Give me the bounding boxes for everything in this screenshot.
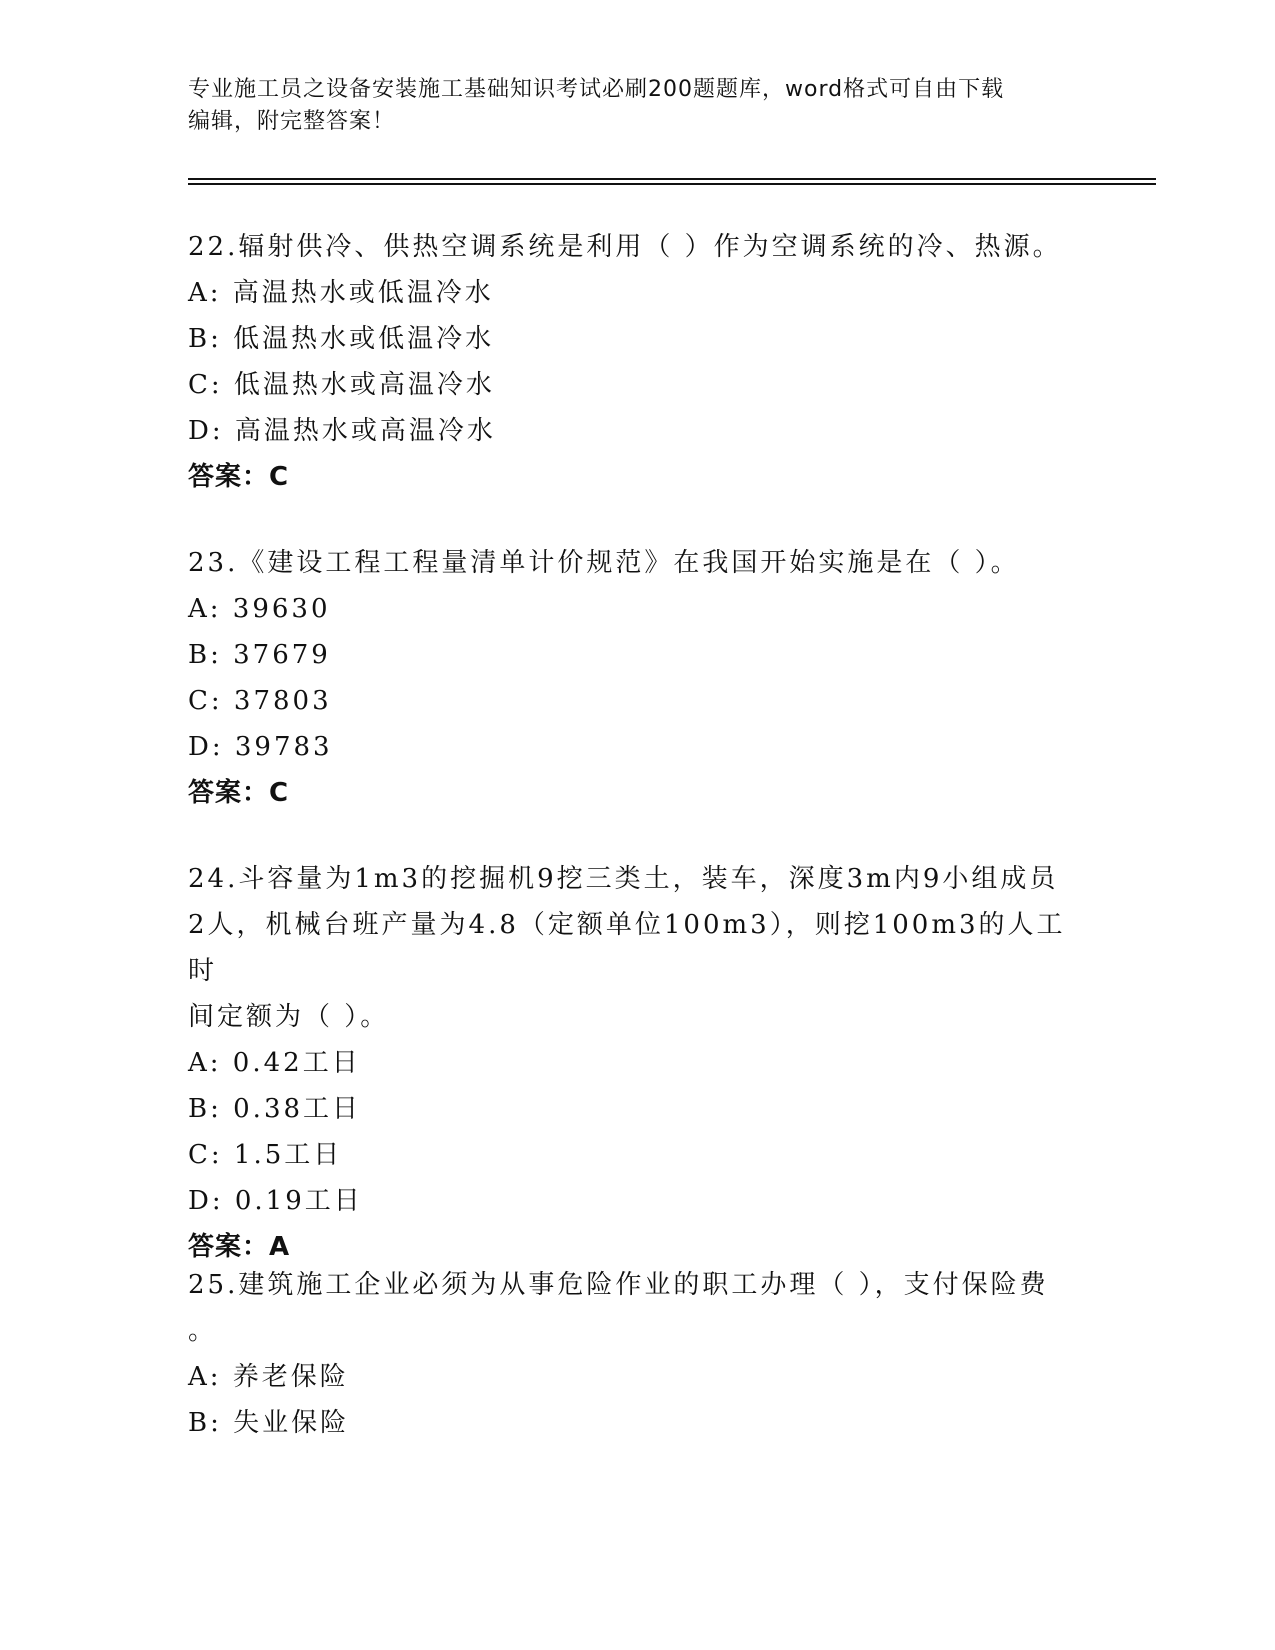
option-a: A: 0.42工日 xyxy=(188,1048,361,1078)
option-d: D: 高温热水或高温冷水 xyxy=(188,416,496,446)
document-header xyxy=(188,74,1068,138)
question-stem: 22.辐射供冷、供热空调系统是利用（ ）作为空调系统的冷、热源。 xyxy=(188,232,1062,262)
question-stem-line-2: 。 xyxy=(188,1316,218,1346)
option-a: A: 39630 xyxy=(188,594,331,624)
header-line-2: 编辑，附完整答案！ xyxy=(188,109,396,134)
question-22 xyxy=(188,224,1088,500)
question-stem-line-1: 25.建筑施工企业必须为从事危险作业的职工办理（ ），支付保险费 xyxy=(188,1270,1049,1300)
question-24 xyxy=(188,856,1088,1270)
header-divider-bottom xyxy=(188,183,1156,185)
header-divider-top xyxy=(188,178,1156,180)
option-b: B: 低温热水或低温冷水 xyxy=(188,324,495,354)
question-23 xyxy=(188,540,1088,816)
question-stem-line-3: 间定额为（ ）。 xyxy=(188,1002,390,1032)
option-c: C: 低温热水或高温冷水 xyxy=(188,370,495,400)
question-stem-line-1: 24.斗容量为1m3的挖掘机9挖三类土，装车，深度3m内9小组成员 xyxy=(188,864,1059,894)
question-25 xyxy=(188,1262,1088,1446)
option-c: C: 37803 xyxy=(188,686,332,716)
option-d: D: 39783 xyxy=(188,732,333,762)
option-c: C: 1.5工日 xyxy=(188,1140,343,1170)
option-b: B: 失业保险 xyxy=(188,1408,350,1438)
header-line-1: 专业施工员之设备安装施工基础知识考试必刷200题题库，word格式可自由下载 xyxy=(188,77,1005,102)
answer: 答案：A xyxy=(188,1232,291,1262)
option-d: D: 0.19工日 xyxy=(188,1186,363,1216)
option-b: B: 37679 xyxy=(188,640,331,670)
option-a: A: 养老保险 xyxy=(188,1362,349,1392)
question-stem: 23.《建设工程工程量清单计价规范》在我国开始实施是在（ ）。 xyxy=(188,548,1020,578)
option-b: B: 0.38工日 xyxy=(188,1094,362,1124)
question-stem-line-2: 2人，机械台班产量为4.8（定额单位100m3），则挖100m3的人工时 xyxy=(188,910,1066,986)
answer: 答案：C xyxy=(188,778,290,808)
option-a: A: 高温热水或低温冷水 xyxy=(188,278,494,308)
answer: 答案：C xyxy=(188,462,290,492)
